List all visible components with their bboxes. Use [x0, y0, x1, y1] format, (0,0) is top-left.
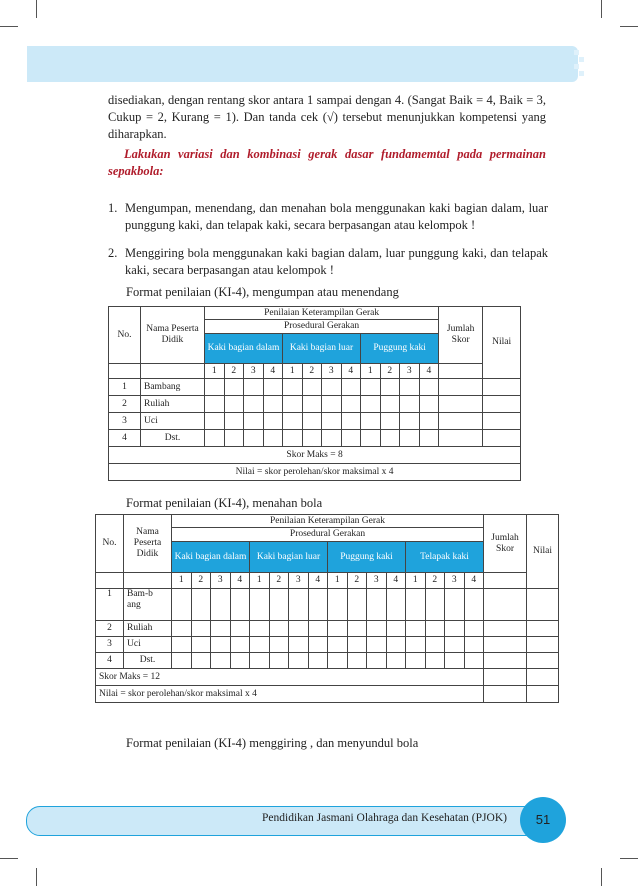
score-cell	[445, 621, 465, 637]
crop-mark	[36, 868, 37, 886]
blank-cell	[527, 686, 559, 703]
score-cell	[445, 589, 465, 621]
score-cell	[328, 637, 348, 653]
list-item	[108, 200, 548, 234]
row-name: Ruliah	[141, 396, 205, 413]
score-header: 3	[322, 364, 342, 379]
crop-mark	[620, 26, 638, 27]
crop-mark	[620, 858, 638, 859]
score-cell	[361, 396, 381, 413]
blank-cell	[141, 364, 205, 379]
blank-cell	[484, 573, 527, 589]
score-cell	[341, 413, 361, 430]
score-cell	[425, 589, 445, 621]
score-cell	[269, 653, 289, 669]
score-cell	[367, 653, 387, 669]
blank-cell	[527, 669, 559, 686]
crop-mark	[601, 0, 602, 18]
row-no: 2	[109, 396, 141, 413]
score-cell	[283, 430, 303, 447]
score-cell	[361, 379, 381, 396]
score-cell	[406, 637, 426, 653]
score-cell	[308, 589, 328, 621]
score-cell	[191, 637, 211, 653]
score-cell	[289, 653, 309, 669]
score-header: 2	[425, 573, 445, 589]
score-cell	[322, 430, 342, 447]
table-row	[109, 413, 521, 430]
score-header: 4	[386, 573, 406, 589]
blank-cell	[109, 364, 141, 379]
score-cell	[483, 379, 521, 396]
score-cell	[172, 637, 192, 653]
row-no: 4	[109, 430, 141, 447]
score-cell	[244, 396, 264, 413]
score-cell	[400, 430, 420, 447]
score-cell	[322, 413, 342, 430]
row-name: Ruliah	[124, 621, 172, 637]
blank-cell	[484, 686, 527, 703]
score-cell	[406, 589, 426, 621]
score-cell	[250, 621, 270, 637]
score-cell	[386, 589, 406, 621]
row-name: Dst.	[141, 430, 205, 447]
score-header: 2	[302, 364, 322, 379]
crop-mark	[36, 0, 37, 18]
score-cell	[347, 637, 367, 653]
list-item-text: Menggiring bola menggunakan kaki bagian dalam, luar punggung kaki, dan telapak kaki, secara berpasangan atau kelompok !	[125, 246, 548, 277]
score-cell	[347, 621, 367, 637]
header-jumlah: Jumlah Skor	[439, 307, 483, 364]
score-cell	[527, 653, 559, 669]
score-cell	[244, 379, 264, 396]
row-no: 3	[109, 413, 141, 430]
score-cell	[283, 396, 303, 413]
table-row	[96, 621, 559, 637]
blank-cell	[484, 669, 527, 686]
score-cell	[230, 637, 250, 653]
table-row	[96, 589, 559, 621]
group-header: Kaki bagian luar	[250, 542, 328, 573]
page-number: 51	[520, 797, 566, 843]
score-cell	[205, 379, 225, 396]
group-header: Telapak kaki	[406, 542, 484, 573]
score-header: 2	[347, 573, 367, 589]
header-penilaian: Penilaian Keterampilan Gerak	[172, 515, 484, 528]
score-cell	[172, 621, 192, 637]
score-cell	[308, 637, 328, 653]
score-cell	[230, 589, 250, 621]
intro-paragraph: disediakan, dengan rentang skor antara 1 sampai dengan 4. (Sangat Baik = 4, Baik = 3, Cukup = 2, Kurang = 1). Dan tanda cek (√) tersebut menunjukkan kompetensi yang diharapkan.	[108, 93, 546, 141]
header-band-dots	[574, 50, 586, 80]
group-header: Kaki bagian dalam	[205, 334, 283, 364]
header-nilai: Nilai	[527, 515, 559, 589]
header-no: No.	[96, 515, 124, 573]
score-cell	[406, 653, 426, 669]
score-cell	[406, 621, 426, 637]
score-cell	[328, 589, 348, 621]
score-cell	[419, 413, 439, 430]
score-header: 1	[328, 573, 348, 589]
score-header: 4	[230, 573, 250, 589]
header-band	[27, 46, 578, 82]
score-cell	[361, 413, 381, 430]
format-caption-2: Format penilaian (KI-4), menahan bola	[126, 496, 323, 510]
header-nama: Nama Peserta Didik	[141, 307, 205, 364]
score-cell	[191, 589, 211, 621]
score-cell	[347, 589, 367, 621]
score-cell	[380, 430, 400, 447]
group-header: Puggung kaki	[361, 334, 439, 364]
score-cell	[400, 396, 420, 413]
score-cell	[367, 589, 387, 621]
score-cell	[269, 589, 289, 621]
score-cell	[322, 379, 342, 396]
score-header: 1	[361, 364, 381, 379]
score-cell	[367, 621, 387, 637]
score-cell	[341, 430, 361, 447]
footer-book-title: Pendidikan Jasmani Olahraga dan Kesehatan (PJOK)	[262, 812, 507, 824]
score-cell	[445, 653, 465, 669]
score-cell	[386, 637, 406, 653]
score-cell	[224, 396, 244, 413]
score-cell	[341, 379, 361, 396]
score-cell	[484, 589, 527, 621]
score-cell	[289, 621, 309, 637]
score-cell	[308, 621, 328, 637]
nilai-formula: Nilai = skor perolehan/skor maksimal x 4	[109, 464, 521, 481]
score-cell	[211, 621, 231, 637]
score-cell	[263, 379, 283, 396]
score-cell	[484, 621, 527, 637]
instruction-heading: Lakukan variasi dan kombinasi gerak dasar fundamemtal pada permainan sepakbola:	[108, 147, 546, 178]
table-row	[109, 396, 521, 413]
group-header: Kaki bagian luar	[283, 334, 361, 364]
score-header: 4	[308, 573, 328, 589]
score-cell	[380, 413, 400, 430]
score-cell	[328, 621, 348, 637]
score-header: 4	[419, 364, 439, 379]
row-name-text: Bam-bang	[127, 589, 153, 610]
row-no: 3	[96, 637, 124, 653]
crop-mark	[601, 868, 602, 886]
score-cell	[483, 413, 521, 430]
header-penilaian: Penilaian Keterampilan Gerak	[205, 307, 439, 320]
score-cell	[283, 379, 303, 396]
score-cell	[439, 413, 483, 430]
score-cell	[425, 621, 445, 637]
score-header: 2	[380, 364, 400, 379]
score-cell	[244, 413, 264, 430]
score-cell	[224, 430, 244, 447]
score-cell	[527, 589, 559, 621]
score-cell	[464, 621, 484, 637]
blank-cell	[96, 573, 124, 589]
score-cell	[205, 413, 225, 430]
score-cell	[439, 379, 483, 396]
score-header: 2	[269, 573, 289, 589]
crop-mark	[0, 858, 18, 859]
header-prosedural: Prosedural Gerakan	[205, 320, 439, 334]
score-cell	[439, 396, 483, 413]
score-cell	[224, 379, 244, 396]
score-cell	[302, 379, 322, 396]
score-header: 4	[464, 573, 484, 589]
crop-mark	[0, 26, 18, 27]
score-cell	[269, 637, 289, 653]
score-cell	[230, 653, 250, 669]
header-nama: Nama Peserta Didik	[124, 515, 172, 573]
format-caption-1: Format penilaian (KI-4), mengumpan atau menendang	[126, 285, 399, 299]
score-cell	[211, 653, 231, 669]
score-header: 1	[172, 573, 192, 589]
score-header: 3	[211, 573, 231, 589]
score-cell	[464, 589, 484, 621]
group-header: Puggung kaki	[328, 542, 406, 573]
score-cell	[380, 396, 400, 413]
score-header: 1	[406, 573, 426, 589]
score-cell	[322, 396, 342, 413]
score-header: 2	[224, 364, 244, 379]
score-header: 1	[250, 573, 270, 589]
score-header: 3	[445, 573, 465, 589]
score-cell	[250, 637, 270, 653]
score-header: 1	[205, 364, 225, 379]
blank-cell	[439, 364, 483, 379]
score-cell	[419, 396, 439, 413]
score-cell	[302, 396, 322, 413]
header-no: No.	[109, 307, 141, 364]
score-cell	[367, 637, 387, 653]
score-cell	[289, 637, 309, 653]
score-header: 4	[341, 364, 361, 379]
list-item	[108, 245, 548, 279]
header-nilai: Nilai	[483, 307, 521, 379]
score-cell	[419, 430, 439, 447]
score-cell	[483, 430, 521, 447]
score-cell	[484, 637, 527, 653]
score-cell	[263, 413, 283, 430]
score-cell	[205, 430, 225, 447]
score-cell	[484, 653, 527, 669]
score-cell	[527, 621, 559, 637]
score-cell	[328, 653, 348, 669]
score-cell	[386, 653, 406, 669]
score-cell	[172, 589, 192, 621]
score-cell	[361, 430, 381, 447]
score-cell	[191, 621, 211, 637]
score-cell	[211, 637, 231, 653]
row-name	[124, 589, 172, 621]
score-header: 3	[400, 364, 420, 379]
score-cell	[425, 637, 445, 653]
row-name: Uci	[124, 637, 172, 653]
score-cell	[283, 413, 303, 430]
format-caption-3: Format penilaian (KI-4) menggiring , dan menyundul bola	[126, 736, 419, 750]
assessment-table-1	[108, 306, 521, 481]
score-cell	[302, 430, 322, 447]
score-cell	[191, 653, 211, 669]
row-no: 1	[109, 379, 141, 396]
score-header: 3	[244, 364, 264, 379]
table-row	[109, 379, 521, 396]
score-header: 4	[263, 364, 283, 379]
score-cell	[205, 396, 225, 413]
header-prosedural: Prosedural Gerakan	[172, 528, 484, 542]
score-cell	[230, 621, 250, 637]
skor-maks: Skor Maks = 8	[109, 447, 521, 464]
score-cell	[347, 653, 367, 669]
score-header: 2	[191, 573, 211, 589]
score-cell	[172, 653, 192, 669]
score-cell	[464, 653, 484, 669]
table-row	[96, 653, 559, 669]
score-cell	[263, 430, 283, 447]
score-cell	[250, 653, 270, 669]
score-cell	[527, 637, 559, 653]
score-cell	[439, 430, 483, 447]
list-item-number: 2.	[108, 246, 118, 260]
table-row	[96, 637, 559, 653]
row-name: Dst.	[124, 653, 172, 669]
score-cell	[302, 413, 322, 430]
score-cell	[380, 379, 400, 396]
score-cell	[250, 589, 270, 621]
score-cell	[269, 621, 289, 637]
score-header: 1	[283, 364, 303, 379]
score-cell	[224, 413, 244, 430]
row-no: 2	[96, 621, 124, 637]
list-item-text: Mengumpan, menendang, dan menahan bola menggunakan kaki bagian dalam, luar punggung kaki, dan telapak kaki, secara berpasangan atau kelompok !	[125, 201, 548, 232]
score-cell	[244, 430, 264, 447]
score-cell	[425, 653, 445, 669]
row-name: Uci	[141, 413, 205, 430]
score-cell	[419, 379, 439, 396]
row-no: 1	[96, 589, 124, 621]
score-cell	[400, 413, 420, 430]
blank-cell	[124, 573, 172, 589]
score-header: 3	[289, 573, 309, 589]
score-cell	[263, 396, 283, 413]
group-header: Kaki bagian dalam	[172, 542, 250, 573]
score-cell	[464, 637, 484, 653]
score-cell	[445, 637, 465, 653]
score-cell	[289, 589, 309, 621]
assessment-table-2	[95, 514, 559, 703]
score-cell	[308, 653, 328, 669]
skor-maks: Skor Maks = 12	[96, 669, 484, 686]
row-name: Bambang	[141, 379, 205, 396]
list-item-number: 1.	[108, 201, 118, 215]
table-row	[109, 430, 521, 447]
score-cell	[341, 396, 361, 413]
row-no: 4	[96, 653, 124, 669]
header-jumlah: Jumlah Skor	[484, 515, 527, 573]
score-cell	[483, 396, 521, 413]
score-cell	[211, 589, 231, 621]
score-cell	[386, 621, 406, 637]
score-header: 3	[367, 573, 387, 589]
nilai-formula: Nilai = skor perolehan/skor maksimal x 4	[96, 686, 484, 703]
score-cell	[400, 379, 420, 396]
